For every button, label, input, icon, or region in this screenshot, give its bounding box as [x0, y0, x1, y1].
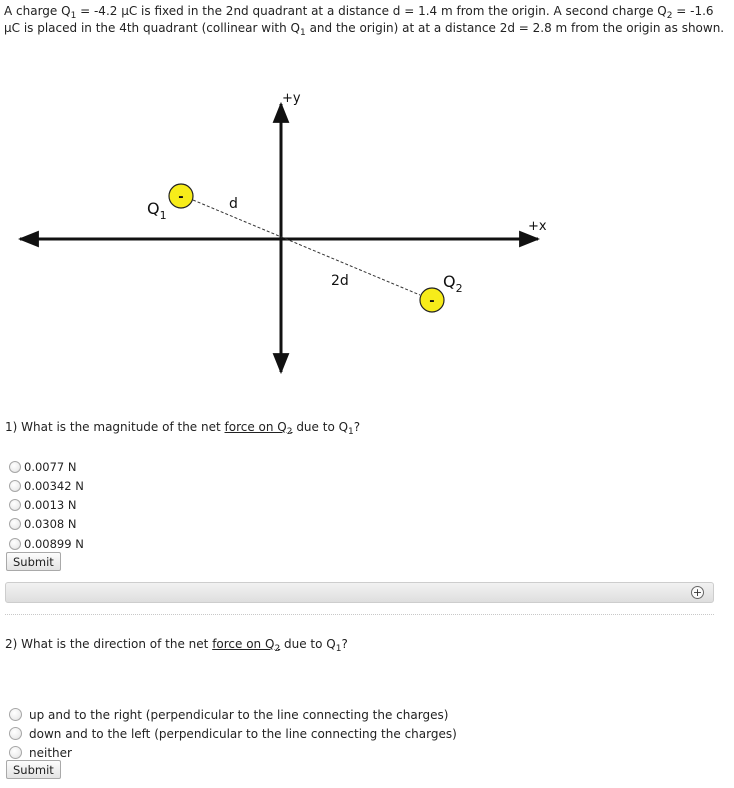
q1-option[interactable]	[9, 535, 84, 553]
intro-text: = -1.6 μC is placed in the 4th quadrant (collinear with Q	[4, 4, 714, 35]
q2-mid-sub: 1	[335, 644, 342, 654]
option-label: 0.0077 N	[24, 460, 77, 474]
option-label: neither	[29, 745, 72, 760]
radio-button[interactable]	[9, 480, 21, 492]
option-label: 0.00899 N	[24, 537, 84, 551]
q1-mid: due to Q	[292, 420, 349, 434]
q2-label: $Q_2$	[443, 272, 463, 295]
q2-option[interactable]	[9, 724, 457, 743]
q2-prefix: 2) What is the direction of the net	[5, 637, 213, 651]
q1-sign: -	[178, 190, 184, 205]
q1-prefix: 1) What is the magnitude of the net	[5, 420, 225, 434]
q1-option[interactable]	[9, 458, 77, 476]
submit-button[interactable]: Submit	[6, 760, 61, 779]
distance-line	[193, 200, 420, 295]
intro-text: and the origin) at at a distance 2d = 2.8 m from the origin as shown.	[305, 21, 725, 35]
dotted-divider	[5, 614, 714, 615]
hint-bar[interactable]	[5, 582, 714, 603]
q2-mid: due to Q	[280, 637, 336, 651]
q2-suffix: ?	[341, 637, 348, 651]
q1-suffix: ?	[353, 420, 361, 434]
option-label: 0.0308 N	[24, 517, 77, 531]
q1-option[interactable]	[9, 515, 77, 533]
option-label: down and to the left (perpendicular to the line connecting the charges)	[29, 726, 457, 741]
radio-button[interactable]	[9, 708, 22, 721]
q2-option[interactable]	[9, 705, 448, 724]
intro-sub: 1	[300, 28, 306, 38]
intro-text: = -4.2 μC is fixed in the 2nd quadrant at a distance d = 1.4 m from the origin. A second charge Q	[76, 4, 667, 18]
d-label: d	[229, 196, 238, 212]
intro-sub: 1	[70, 11, 77, 21]
y-axis-label: +y	[282, 91, 301, 106]
question-2	[5, 637, 348, 654]
submit-button[interactable]: Submit	[6, 552, 61, 571]
radio-button[interactable]	[9, 518, 21, 530]
intro-sub: 2	[666, 11, 673, 21]
force-link[interactable]: force on $Q_2$	[224, 420, 293, 437]
charge-diagram	[0, 80, 734, 380]
q1-label: $Q_1$	[147, 199, 167, 222]
intro-text: A charge Q	[4, 4, 71, 18]
radio-button[interactable]	[9, 461, 21, 473]
q1-option[interactable]	[9, 477, 84, 495]
expand-icon[interactable]: +	[692, 586, 703, 599]
option-label: 0.00342 N	[24, 479, 84, 493]
q1-mid-sub: 1	[348, 427, 354, 437]
option-label: 0.0013 N	[24, 498, 77, 512]
x-axis-label: +x	[528, 219, 547, 234]
radio-button[interactable]	[9, 727, 22, 740]
radio-button[interactable]	[9, 499, 21, 511]
force-link[interactable]: force on $Q_2$	[212, 637, 281, 654]
question-1	[5, 420, 361, 437]
problem-statement	[4, 3, 730, 37]
q2-sign: -	[429, 294, 435, 309]
q1-option[interactable]	[9, 496, 77, 514]
option-label: up and to the right (perpendicular to the line connecting the charges)	[29, 707, 449, 722]
radio-button[interactable]	[9, 538, 21, 550]
2d-label: 2d	[331, 273, 349, 289]
radio-button[interactable]	[9, 746, 22, 759]
